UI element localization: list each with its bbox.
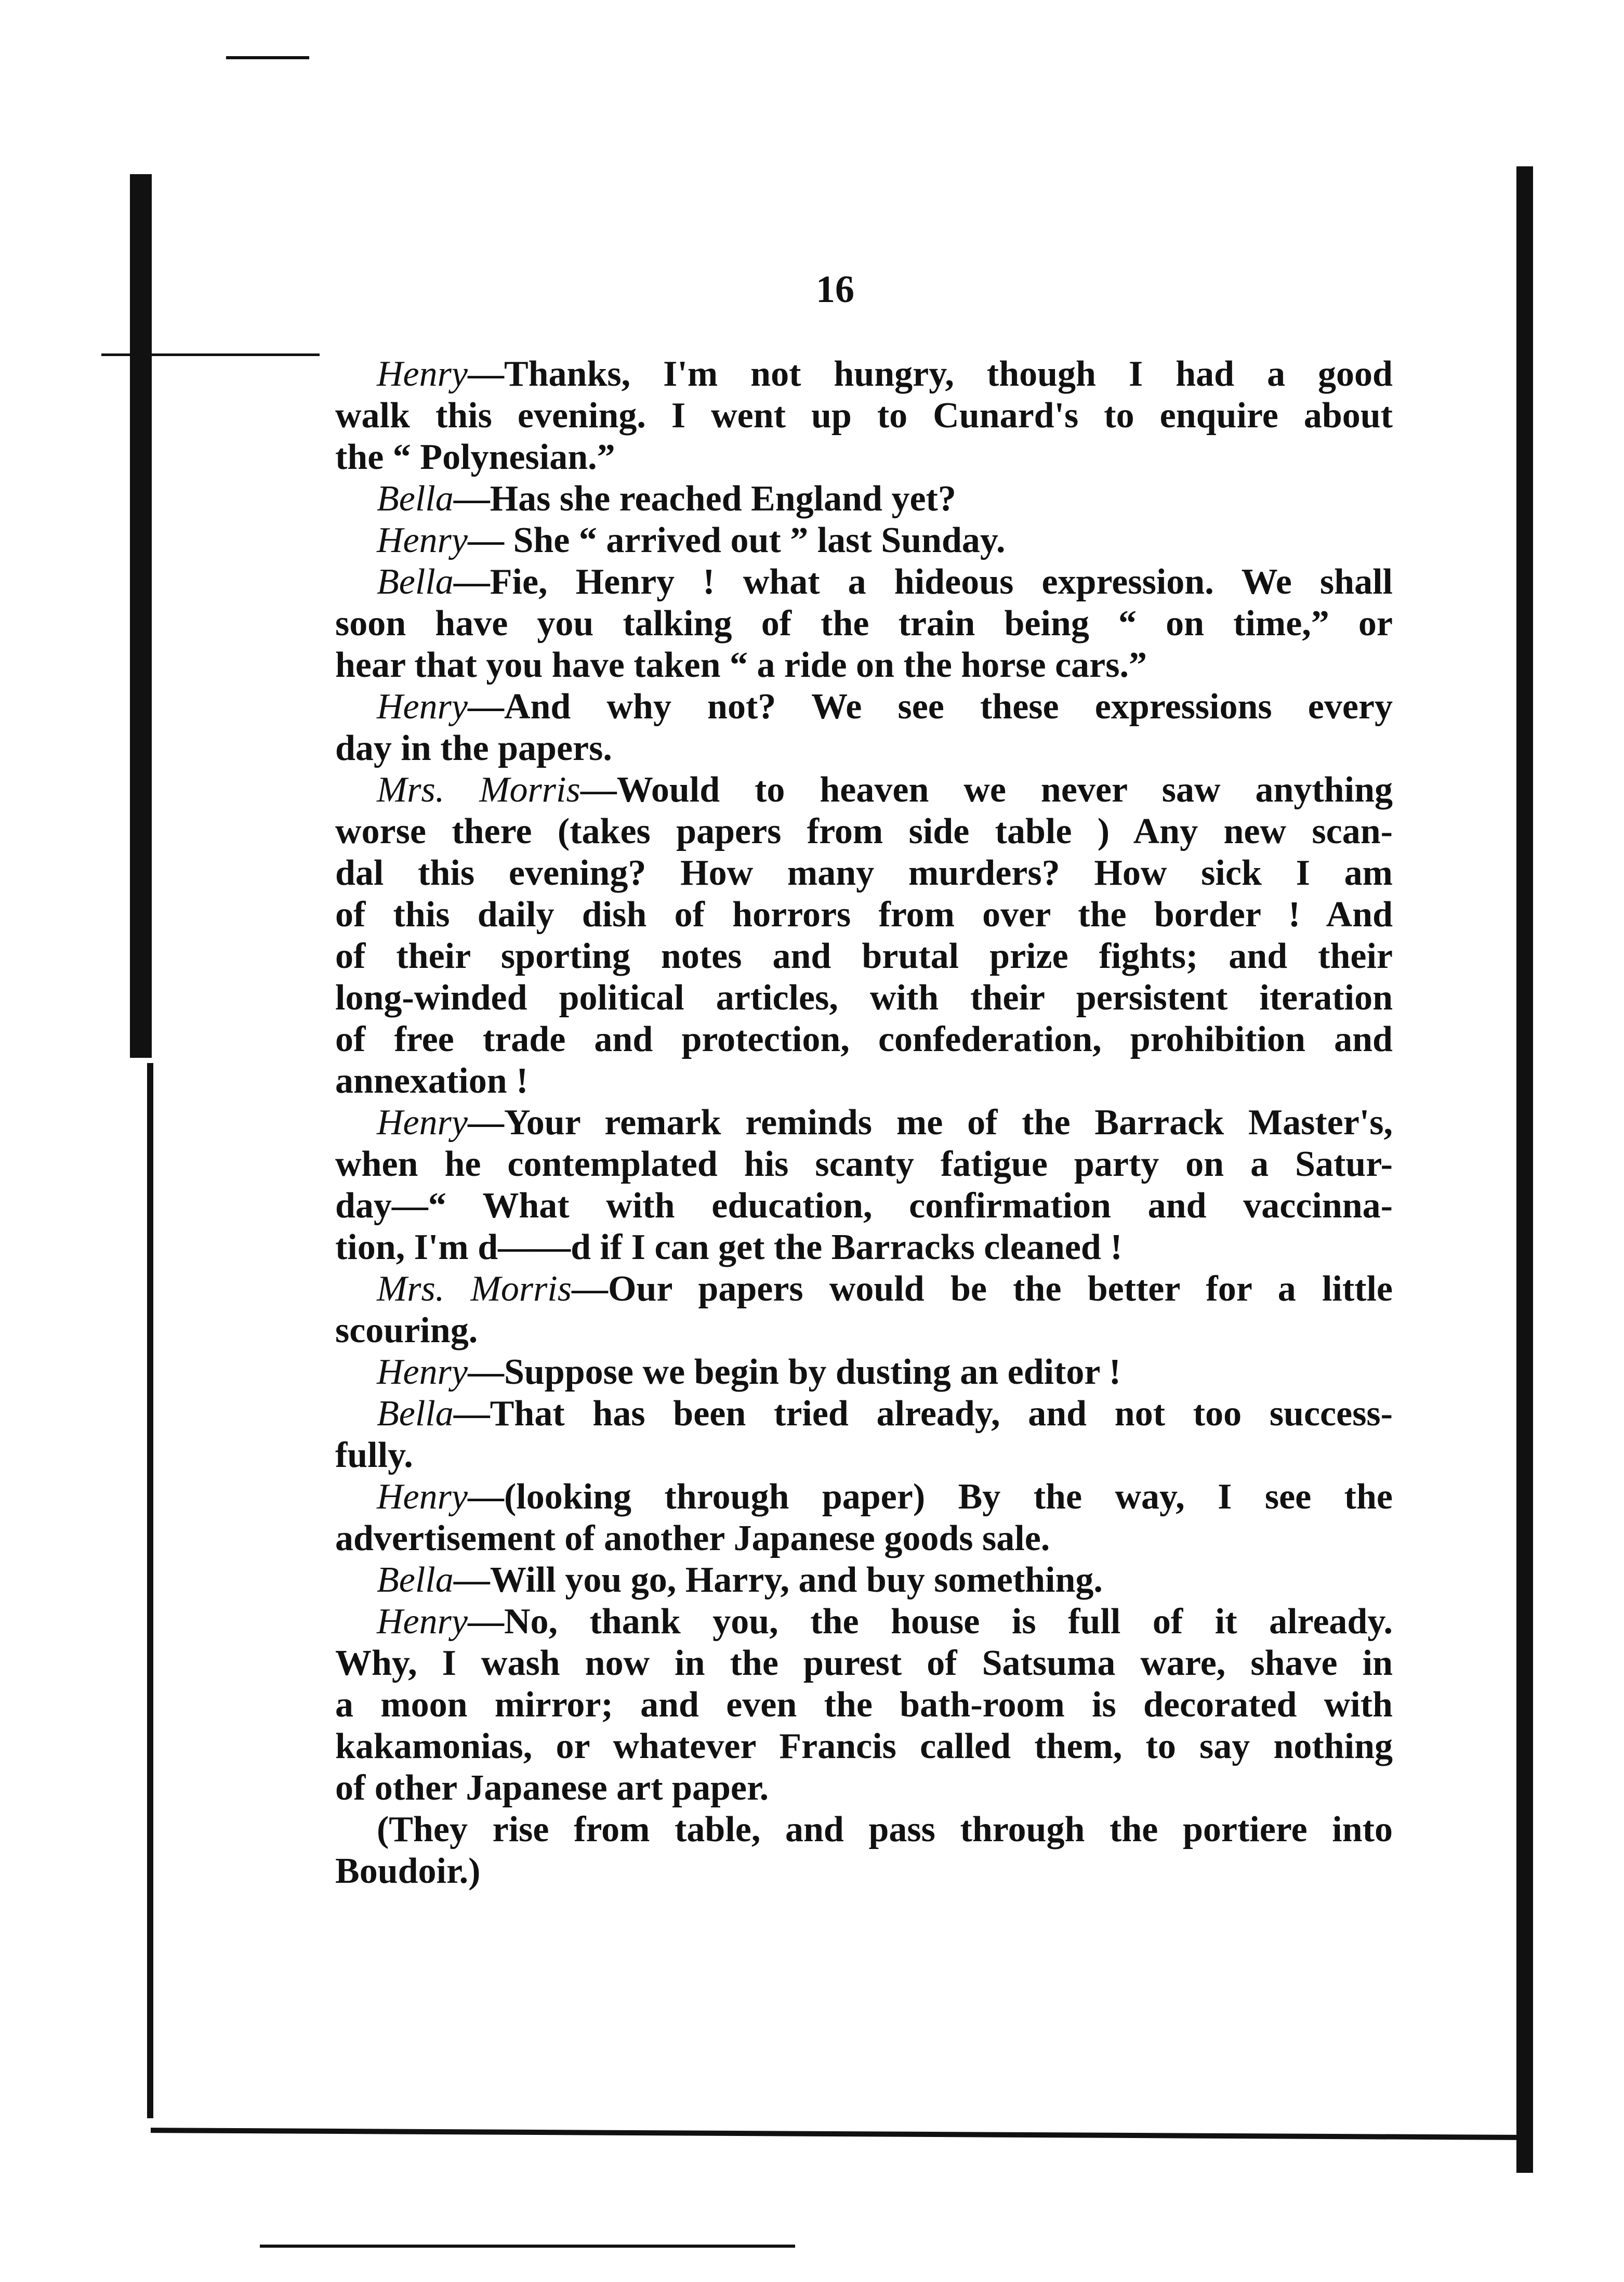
line-text: (They rise from table, and pass through the portiere into [377,1809,1393,1850]
text-line [335,1352,1393,1393]
text-line [335,1310,1393,1352]
speaker-name: Henry [377,1602,468,1642]
text-line [335,1767,1393,1809]
line-text: hear that you have taken “ a ride on the horse cars.” [335,645,1147,685]
speaker-name: Henry [377,354,468,394]
dialogue-text [335,353,1393,1892]
speaker-name: Bella [377,1394,454,1434]
left-margin-tick [101,353,320,356]
line-text: —Will you go, Harry, and buy something. [453,1560,1103,1600]
speaker-name: Henry [377,520,468,560]
line-text: walk this evening. I went up to Cunard's to enquire about [335,396,1393,436]
text-line [335,395,1393,437]
text-line [335,1726,1393,1767]
text-line [335,603,1393,645]
text-line [335,1518,1393,1559]
line-text: scouring. [335,1310,478,1350]
text-line [335,894,1393,936]
speaker-name: Mrs. Morris [377,1269,572,1309]
line-text: —(looking through paper) By the way, I see the [467,1477,1393,1517]
text-line [335,811,1393,853]
line-text: a moon mirror; and even the bath-room is decorated with [335,1685,1393,1725]
text-line [335,1185,1393,1227]
text-line [335,1809,1393,1851]
speaker-name: Bella [377,479,454,519]
text-line [335,1643,1393,1684]
text-line [335,1684,1393,1726]
text-line [335,1019,1393,1060]
speaker-name: Henry [377,687,468,727]
left-margin-bar [130,174,152,1058]
line-text: long-winded political articles, with their persistent iteration [335,978,1393,1018]
text-line [335,686,1393,728]
text-line [335,1476,1393,1518]
text-line [335,1393,1393,1435]
line-text: advertisement of another Japanese goods sale. [335,1518,1050,1558]
text-line [335,1851,1393,1892]
line-text: —Would to heaven we never saw anything [580,770,1393,810]
line-text: tion, I'm d——d if I can get the Barracks cleaned ! [335,1227,1123,1267]
right-margin-bar [1516,166,1533,2173]
line-text: when he contemplated his scanty fatigue party on a Satur- [335,1144,1393,1184]
line-text: of this daily dish of horrors from over the border ! And [335,895,1393,935]
text-line [335,1435,1393,1476]
text-line [335,977,1393,1019]
text-line [335,728,1393,769]
bottom-small-rule [260,2245,795,2248]
line-text: Why, I wash now in the purest of Satsuma ware, shave in [335,1643,1393,1683]
line-text: — She “ arrived out ” last Sunday. [467,520,1006,560]
line-text: —Fie, Henry ! what a hideous expression. We shall [453,562,1393,602]
text-line [335,561,1393,603]
line-text: —Our papers would be the better for a little [572,1269,1393,1309]
line-text: Boudoir.) [335,1851,481,1891]
text-line [335,437,1393,478]
text-line [335,353,1393,395]
text-line [335,1601,1393,1643]
line-text: dal this evening? How many murders? How sick I am [335,853,1393,893]
line-text: the “ Polynesian.” [335,437,615,477]
line-text: —Your remark reminds me of the Barrack Master's, [467,1103,1393,1143]
line-text: fully. [335,1435,413,1475]
speaker-name: Henry [377,1352,468,1392]
text-line [335,645,1393,686]
line-text: —And why not? We see these expressions every [467,687,1393,727]
text-line [335,1060,1393,1102]
speaker-name: Henry [377,1103,468,1143]
line-text: —Suppose we begin by dusting an editor ! [467,1352,1121,1392]
line-text: worse there (takes papers from side table ) Any new scan- [335,811,1393,851]
top-left-rule [226,56,309,59]
line-text: annexation ! [335,1061,529,1101]
left-margin-bar-lower [147,1063,153,2118]
page-number: 16 [816,268,854,311]
line-text: soon have you talking of the train being “ on time,” or [335,604,1393,644]
text-line [335,769,1393,811]
line-text: —No, thank you, the house is full of it already. [467,1602,1393,1642]
text-line [335,520,1393,561]
line-text: of their sporting notes and brutal prize fights; and their [335,936,1393,976]
bottom-border-rule [151,2128,1517,2140]
line-text: day—“ What with education, confirmation and vaccinna- [335,1186,1393,1226]
text-line [335,1559,1393,1601]
text-line [335,853,1393,894]
text-line [335,478,1393,520]
line-text: —Has she reached England yet? [453,479,956,519]
line-text: of other Japanese art paper. [335,1768,769,1808]
line-text: of free trade and protection, confederation, prohibition and [335,1019,1393,1059]
speaker-name: Henry [377,1477,468,1517]
text-line [335,1227,1393,1268]
text-line [335,1102,1393,1144]
line-text: —That has been tried already, and not too success- [453,1394,1393,1434]
line-text: —Thanks, I'm not hungry, though I had a good [467,354,1393,394]
text-line [335,936,1393,977]
speaker-name: Bella [377,1560,454,1600]
text-line [335,1268,1393,1310]
text-line [335,1144,1393,1185]
speaker-name: Bella [377,562,454,602]
speaker-name: Mrs. Morris [377,770,580,810]
line-text: kakamonias, or whatever Francis called them, to say nothing [335,1726,1393,1766]
line-text: day in the papers. [335,728,612,768]
